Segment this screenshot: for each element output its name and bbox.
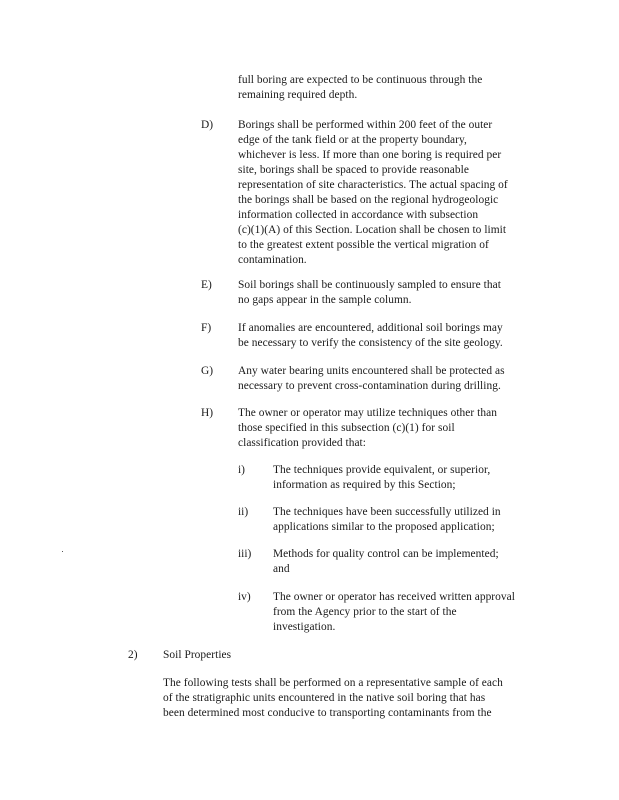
item-e-line: Soil borings shall be continuously sampled to ensure that bbox=[238, 279, 501, 291]
subitem-ii-line: The techniques have been successfully utilized in bbox=[273, 506, 501, 518]
item-h-line: The owner or operator may utilize techniques other than bbox=[238, 407, 497, 419]
continuation-line: full boring are expected to be continuous through the bbox=[238, 74, 483, 86]
section-title: Soil Properties bbox=[163, 649, 232, 661]
item-label-g: G) bbox=[201, 365, 214, 377]
subitem-iv-line: from the Agency prior to the start of the bbox=[273, 606, 457, 618]
item-d-line: site, borings shall be spaced to provide reasonable bbox=[238, 164, 469, 176]
item-label-d: D) bbox=[201, 119, 214, 131]
item-g-line: necessary to prevent cross-contamination during drilling. bbox=[238, 380, 501, 392]
item-f-line: be necessary to verify the consistency of the site geology. bbox=[238, 337, 503, 349]
subitem-label-iv: iv) bbox=[238, 591, 251, 603]
subitem-iv-line: The owner or operator has received written approval bbox=[273, 591, 515, 603]
item-h-line: classification provided that: bbox=[238, 437, 366, 449]
continuation-line: remaining required depth. bbox=[238, 89, 358, 101]
item-d-line: (c)(1)(A) of this Section. Location shall be chosen to limit bbox=[238, 224, 507, 236]
subitem-ii-line: applications similar to the proposed application; bbox=[273, 521, 495, 533]
subitem-label-iii: iii) bbox=[238, 548, 252, 560]
section-number: 2) bbox=[128, 649, 138, 661]
section-body-line: of the stratigraphic units encountered in the native soil boring that has bbox=[163, 692, 486, 704]
item-d-line: to the greatest extent possible the vertical migration of bbox=[238, 239, 489, 251]
item-label-f: F) bbox=[201, 322, 212, 334]
scan-speck bbox=[62, 551, 63, 552]
item-e-line: no gaps appear in the sample column. bbox=[238, 294, 412, 306]
item-label-h: H) bbox=[201, 407, 214, 419]
subitem-label-ii: ii) bbox=[238, 506, 249, 518]
item-d-line: representation of site characteristics. The actual spacing of bbox=[238, 179, 508, 191]
subitem-label-i: i) bbox=[238, 464, 245, 476]
subitem-i-line: information as required by this Section; bbox=[273, 479, 456, 491]
subitem-iii-line: and bbox=[273, 563, 290, 575]
item-h-line: those specified in this subsection (c)(1) for soil bbox=[238, 422, 455, 434]
item-d-line: edge of the tank field or at the property boundary, bbox=[238, 134, 467, 146]
section-body-line: The following tests shall be performed on a representative sample of each bbox=[163, 677, 503, 689]
subitem-iv-line: investigation. bbox=[273, 621, 336, 633]
item-d-line: contamination. bbox=[238, 254, 307, 266]
item-d-line: the borings shall be based on the regional hydrogeologic bbox=[238, 194, 499, 206]
item-f-line: If anomalies are encountered, additional soil borings may bbox=[238, 322, 503, 334]
subitem-iii-line: Methods for quality control can be implemented; bbox=[273, 548, 499, 560]
item-g-line: Any water bearing units encountered shall be protected as bbox=[238, 365, 505, 377]
subitem-i-line: The techniques provide equivalent, or superior, bbox=[273, 464, 491, 476]
item-d-line: whichever is less. If more than one boring is required per bbox=[238, 149, 502, 161]
item-d-line: information collected in accordance with subsection bbox=[238, 209, 479, 221]
item-d-line: Borings shall be performed within 200 feet of the outer bbox=[238, 119, 493, 131]
section-body-line: been determined most conducive to transporting contaminants from the bbox=[163, 707, 492, 719]
item-label-e: E) bbox=[201, 279, 212, 291]
